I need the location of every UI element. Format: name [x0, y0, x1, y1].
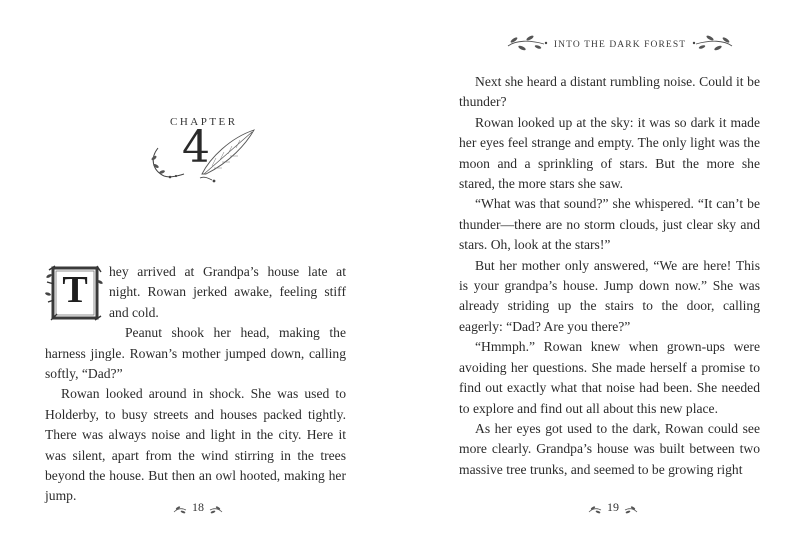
dropcap [45, 262, 103, 324]
page-number [158, 500, 238, 516]
right-page [405, 0, 810, 552]
paragraph: hey arrived at Grandpa’s house late at night. Rowan jerked awake, feeling stiff and cold. [109, 264, 346, 320]
paragraph: Next she heard a distant rumbling noise. Could it be thunder? [459, 74, 760, 110]
right-page-body [459, 72, 760, 480]
paragraph: Peanut shook her head, making the harness jingle. Rowan’s mother jumped down, calling softly, “Dad?” [45, 325, 346, 382]
paragraph: “Hmmph.” Rowan knew when grown-ups were avoiding her questions. She made herself a promise to find out exactly what that noise had been. She needed to explore and find out all about this new place. [459, 339, 760, 416]
dropcap-letter: T [62, 269, 88, 311]
running-head-title: INTO THE DARK FOREST [553, 40, 687, 50]
chapter-number: 4 [182, 122, 210, 173]
paragraph: But her mother only answered, “We are here! This is your grandpa’s house. Jump down now.” She was already striding up the stairs to the door, calling eagerly: “Dad? Are you there?” [459, 257, 760, 334]
chapter-label: CHAPTER [170, 116, 238, 128]
paragraph: Rowan looked around in shock. She was used to Holderby, to busy streets and houses packed tightly. There was always noise and light in the city. Here it was silent, apart from the wind stirring in the trees beyond the house. But then an owl hooted, making her jump. [45, 386, 346, 504]
chapter-heading [140, 108, 260, 188]
page-number-text: 18 [192, 500, 204, 514]
paragraph: Rowan looked up at the sky: it was so dark it made her eyes feel strange and empty. The only light was the moon and a sprinkling of stars. But the more she stared, the more stars she saw. [459, 114, 760, 192]
paragraph: “What was that sound?” she whispered. “It can’t be thunder—there are no storm clouds, just clear sky and stars. Oh, look at the stars!” [459, 196, 760, 253]
page-number-text: 19 [607, 500, 619, 514]
paragraph: As her eyes got used to the dark, Rowan could see more clearly. Grandpa’s house was built between two massive tree trunks, and seemed to be growing right [459, 420, 760, 477]
left-page-body [45, 262, 346, 507]
running-head [500, 30, 740, 60]
page-number [573, 500, 653, 516]
